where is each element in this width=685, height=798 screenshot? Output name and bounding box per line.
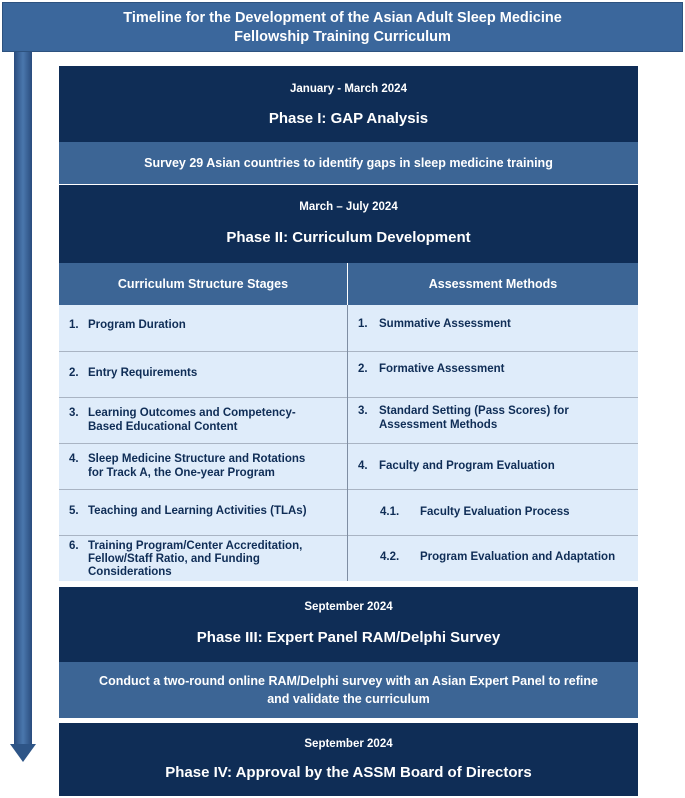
- item-text: Formative Assessment: [379, 363, 505, 375]
- item-text: Sleep Medicine Structure and Rotations: [88, 453, 306, 465]
- item-text: Teaching and Learning Activities (TLAs): [88, 505, 307, 517]
- phase3-description-line-2: and validate the curriculum: [267, 692, 430, 706]
- item-number: 3.: [358, 405, 368, 417]
- phase1-description-box: [59, 142, 638, 184]
- curriculum-stage-item: [69, 539, 339, 581]
- phase3-title: Phase III: Expert Panel RAM/Delphi Survey: [196, 629, 501, 646]
- phase4-date: September 2024: [304, 738, 393, 750]
- curriculum-stage-item: [69, 452, 339, 482]
- phase4-header: [59, 723, 638, 796]
- phase4-title: Phase IV: Approval by the ASSM Board of Directors: [165, 764, 532, 781]
- phase2-title: Phase II: Curriculum Development: [226, 229, 471, 246]
- item-text: Entry Requirements: [88, 367, 198, 379]
- item-text: for Track A, the One-year Program: [88, 467, 275, 479]
- curriculum-structure-header: Curriculum Structure Stages: [59, 263, 347, 305]
- phase2-date: March – July 2024: [299, 201, 398, 213]
- row-divider: [348, 351, 638, 352]
- phase3-description-box: [59, 662, 638, 718]
- item-text: Based Educational Content: [88, 421, 238, 433]
- assessment-methods-header: Assessment Methods: [348, 263, 638, 305]
- item-text: Fellow/Staff Ratio, and Funding: [88, 553, 260, 565]
- phase1-date: January - March 2024: [290, 83, 407, 95]
- item-number: 1.: [69, 319, 79, 331]
- item-text: Faculty and Program Evaluation: [379, 460, 555, 472]
- item-number: 3.: [69, 407, 79, 419]
- assessment-method-item: [358, 404, 633, 434]
- phase1-title: Phase I: GAP Analysis: [268, 110, 429, 127]
- timeline-arrow-head-icon: [10, 744, 36, 762]
- item-text: Program Duration: [88, 319, 186, 331]
- phase3-description-line-1: Conduct a two-round online RAM/Delphi survey with an Asian Expert Panel to refine: [99, 674, 598, 688]
- item-number: 2.: [69, 367, 79, 379]
- phase1-description: Survey 29 Asian countries to identify gaps in sleep medicine training: [144, 156, 553, 170]
- timeline-arrow-shaft: [14, 52, 32, 746]
- item-text: Standard Setting (Pass Scores) for: [379, 405, 569, 417]
- item-number: 4.: [358, 460, 368, 472]
- phase2-table: [59, 305, 638, 581]
- row-divider: [348, 397, 638, 398]
- row-divider: [59, 489, 347, 490]
- row-divider: [348, 535, 638, 536]
- timeline-main: [59, 66, 638, 796]
- item-text: Learning Outcomes and Competency-: [88, 407, 296, 419]
- item-number: 2.: [358, 363, 368, 375]
- title-line-2: Fellowship Training Curriculum: [234, 29, 451, 45]
- item-text: Assessment Methods: [379, 419, 498, 431]
- phase1-header: [59, 66, 638, 142]
- row-divider: [348, 443, 638, 444]
- item-text: Program Evaluation and Adaptation: [420, 551, 616, 563]
- item-number: 1.: [358, 318, 368, 330]
- row-divider: [59, 535, 347, 536]
- phase2-header: [59, 185, 638, 263]
- curriculum-stage-item: [69, 406, 339, 436]
- phase3-date: September 2024: [304, 601, 393, 613]
- title-line-1: Timeline for the Development of the Asian Adult Sleep Medicine: [123, 10, 562, 26]
- item-text: Training Program/Center Accreditation,: [88, 540, 303, 552]
- row-divider: [348, 489, 638, 490]
- row-divider: [59, 351, 347, 352]
- item-number: 4.2.: [380, 551, 400, 563]
- item-number: 5.: [69, 505, 79, 517]
- item-number: 6.: [69, 540, 79, 552]
- item-text: Summative Assessment: [379, 318, 511, 330]
- diagram-title: [2, 2, 683, 52]
- row-divider: [59, 443, 347, 444]
- item-number: 4.1.: [380, 506, 400, 518]
- row-divider: [59, 397, 347, 398]
- item-text: Faculty Evaluation Process: [420, 506, 570, 518]
- item-number: 4.: [69, 453, 79, 465]
- item-text: Considerations: [88, 566, 172, 578]
- phase3-header: [59, 587, 638, 662]
